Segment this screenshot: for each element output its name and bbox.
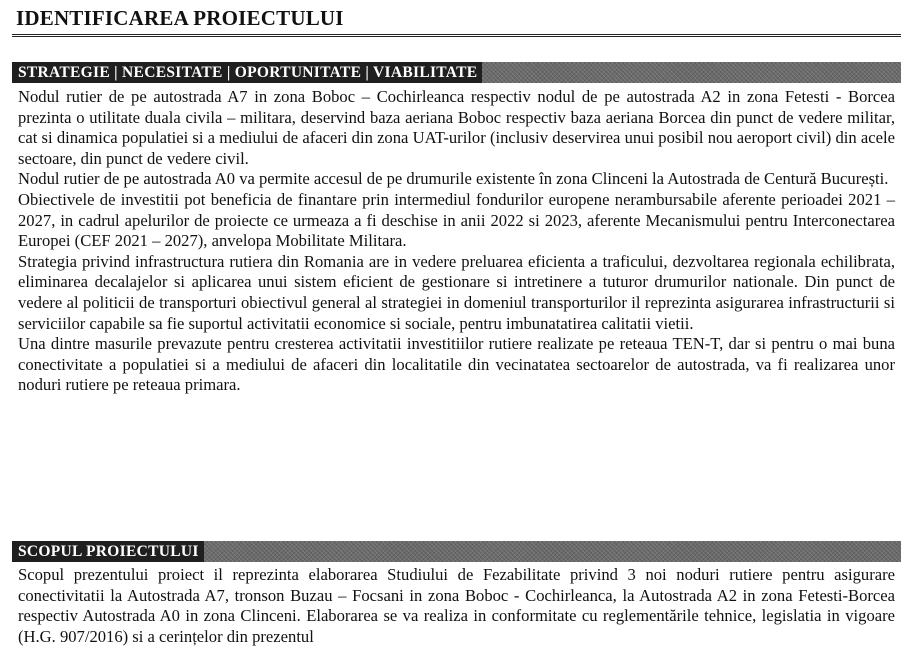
section-heading-bar-scope (12, 541, 901, 562)
section-heading-scope: SCOPUL PROIECTULUI (12, 541, 204, 562)
paragraph: Obiectivele de investitii pot beneficia de finantare prin intermediul fondurilor europene nerambursabile aferente perioadei 2021 – 2027, in cadrul apelurilor de proiecte ce urmeaza a fi deschise in anii 2022 si 2023, aferente Mecanismului pentru Interconectarea Europei (CEF 2021 – 2027), anvelopa Mobilitate Militara. (18, 189, 895, 251)
paragraph: Strategia privind infrastructura rutiera din Romania are in vedere preluarea eficienta a traficului, dezvoltarea regionala echilibrata, eliminarea decalajelor si aplicarea unui sistem eficient de gestionare si intretinere a tuturor drumurilor nationale. Din punct de vedere al politicii de transporturi obiectivul general al strategiei in domeniul transporturilor il reprezinta asigurarea infrastructurii si serviciilor capabile sa fie suportul activitatii economice si sociale, pentru imbunatatirea calitatii vietii. (18, 251, 895, 333)
section-body-scope (18, 565, 895, 647)
document-title: IDENTIFICAREA PROIECTULUI (16, 6, 344, 30)
section-heading-bar-strategy (12, 62, 901, 83)
paragraph: Una dintre masurile prevazute pentru cresterea activitatii investitiilor rutiere realizate pe reteaua TEN-T, dar si pentru o mai buna conectivitate a populatiei si a mediului de afaceri din localitatile din vecinatatea sectoarelor de autostrada, va fi realizarea unor noduri rutiere pe reteaua primara. (18, 334, 895, 395)
paragraph: Scopul prezentului proiect il reprezinta elaborarea Studiului de Fezabilitate privind 3 noi noduri rutiere pentru asigurare conectivitatii la Autostrada A7, tronson Buzau – Focsani in zona Boboc - Cochirleanca, la Autostrada A2 in zona Fetesti-Borcea respectiv Autostrada A0 in zona Clinceni. Elaborarea se va realiza in conformitate cu reglementările tehnice, legislatia in vigoare (H.G. 907/2016) si a cerințelor din prezentul (18, 565, 895, 646)
paragraph: Nodul rutier de pe autostrada A7 in zona Boboc – Cochirleanca respectiv nodul de pe autostrada A2 in zona Fetesti - Borcea prezinta o utilitate duala civila – militara, deservind baza aeriana Boboc respectiv baza aeriana Borcea din punct de vedere militar, cat si dinamica populatiei si a mediului de afaceri din zona UAT-urilor (inclusiv deservirea unui posibil nou aeroport civil) din acele sectoare, din punct de vedere civil. (18, 87, 895, 168)
paragraph: Nodul rutier de pe autostrada A0 va permite accesul de pe drumurile existente în zona Clinceni la Autostrada de Centură București. (18, 169, 889, 189)
section-body-strategy (18, 87, 895, 396)
title-underline (12, 34, 901, 37)
section-heading-strategy: STRATEGIE | NECESITATE | OPORTUNITATE | VIABILITATE (12, 62, 482, 83)
